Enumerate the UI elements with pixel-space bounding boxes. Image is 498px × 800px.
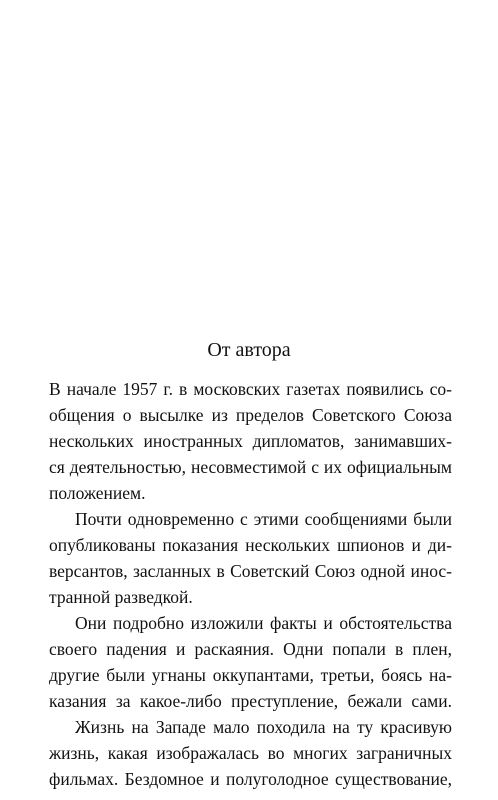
- text-line: общения о высылке из пределов Советского Союза: [49, 405, 452, 425]
- text-line: Жизнь на Западе мало походила на ту красивую: [75, 717, 452, 737]
- text-line: своего падения и раскаяния. Одни попали в плен,: [49, 639, 452, 659]
- text-line: версантов, засланных в Советский Союз одной инос-: [49, 561, 452, 581]
- chapter-title: От автора: [207, 339, 291, 361]
- text-line: нескольких иностранных дипломатов, занимавших-: [49, 431, 452, 451]
- text-line: ся деятельностью, несовместимой с их официальным: [49, 457, 452, 477]
- text-line: Они подробно изложили факты и обстоятельства: [75, 613, 452, 633]
- text-line: транной разведкой.: [49, 587, 193, 607]
- text-line: казания за какое-либо преступление, бежали сами.: [49, 691, 452, 711]
- text-line: положением.: [49, 483, 146, 503]
- text-line: другие были угнаны оккупантами, третьи, боясь на-: [49, 665, 452, 685]
- text-line: опубликованы показания нескольких шпионов и ди-: [49, 535, 452, 555]
- text-line: жизнь, какая изображалась во многих заграничных: [49, 743, 452, 763]
- text-line: В начале 1957 г. в московских газетах появились со-: [49, 379, 452, 399]
- text-line: Почти одновременно с этими сообщениями были: [75, 509, 452, 529]
- text-line: фильмах. Бездомное и полуголодное существование,: [49, 769, 452, 789]
- body-text: [49, 376, 452, 792]
